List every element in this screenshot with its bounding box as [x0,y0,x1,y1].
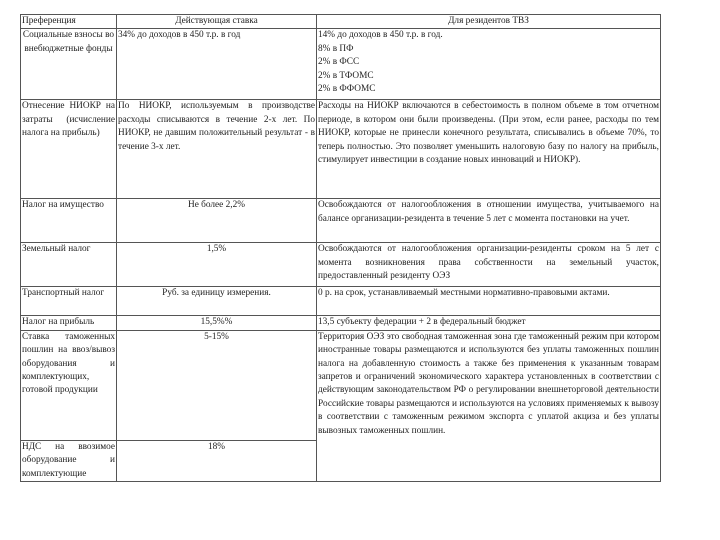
preference-cell: Транспортный налог [21,287,117,316]
preference-cell: Налог на прибыль [21,316,117,330]
resident-cell: 0 р. на срок, устанавливаемый местными нормативно-правовыми актами. [317,287,661,316]
header-preference: Преференция [21,15,117,29]
resident-line: 2% в ФФОМС [318,84,376,95]
table-row [21,100,661,199]
table-row [21,287,661,316]
resident-cell: Освобождаются от налогообложения организации-резиденты сроком на 5 лет с момента возникновения права собственности на земельный участок, предоставленный резиденту ОЭЗ [317,243,661,287]
rate-cell: 18% [117,440,317,481]
table-row [21,330,661,440]
rate-cell: Не более 2,2% [117,199,317,243]
preference-cell: Земельный налог [21,243,117,287]
preference-cell: Налог на имущество [21,199,117,243]
table-row [21,316,661,330]
preference-cell: Отнесение НИОКР на затраты (исчисление налога на прибыль) [21,100,117,199]
rate-cell: 15,5%% [117,316,317,330]
preference-cell: Социальные взносы во внебюджетные фонды [21,29,117,100]
document-page [20,14,660,530]
preferences-table [20,14,661,482]
resident-line: 8% в ПФ [318,43,354,54]
preference-cell: Ставка таможенных пошлин на ввоз/вывоз оборудования и комплектующих, готовой продукции [21,330,117,440]
resident-cell: Расходы на НИОКР включаются в себестоимость в полном объеме в том отчетном периоде, в котором они были произведены. (При этом, если ранее, расходы по тем НИОКР, которые не принесли конечного результата, списывались в объеме 70%, то теперь полностью. Это позволяет уменьшить налоговую базу по налогу на прибыль, стимулирует инвестиции в создание новых инноваций и НИОКР). [317,100,661,199]
header-current-rate: Действующая ставка [117,15,317,29]
table-row [21,199,661,243]
resident-line: 2% в ТФОМС [318,70,374,81]
preference-cell: НДС на ввозимое оборудование и комплектующие [21,440,117,481]
resident-cell: Территория ОЭЗ это свободная таможенная зона где таможенный режим при котором иностранные товары размещаются и используются без уплаты таможенных пошлин налога на добавленную стоимость а также без применения к указанным товарам запретов и ограничений экономического характера установленных в соответствии с действующим законодательством РФ о регулировании внешнеторговой деятельности Российские товары размещаются и используются на условиях применяемых к вывозу в соответствии с таможенным режимом экспорта с уплатой акциза и без уплаты вывозных таможенных пошлин. [317,330,661,481]
resident-cell [317,29,661,100]
table-row [21,29,661,100]
rate-cell: Руб. за единицу измерения. [117,287,317,316]
resident-line: 2% в ФСС [318,57,360,68]
header-resident: Для резидентов ТВЗ [317,15,661,29]
resident-line: 14% до доходов в 450 т.р. в год. [318,30,443,41]
rate-cell: 1,5% [117,243,317,287]
rate-cell: По НИОКР, используемым в производстве расходы списываются в течение 2-х лет. По НИОКР, не давшим положительный результат - в течение 3-х лет. [117,100,317,199]
rate-cell: 34% до доходов в 450 т.р. в год [117,29,317,100]
rate-cell: 5-15% [117,330,317,440]
resident-cell: 13,5 субъекту федерации + 2 в федеральный бюджет [317,316,661,330]
table-header-row [21,15,661,29]
resident-cell: Освобождаются от налогообложения в отношении имущества, учитываемого на балансе организации-резидента в течение 5 лет с момента постановки на учет. [317,199,661,243]
table-row [21,243,661,287]
